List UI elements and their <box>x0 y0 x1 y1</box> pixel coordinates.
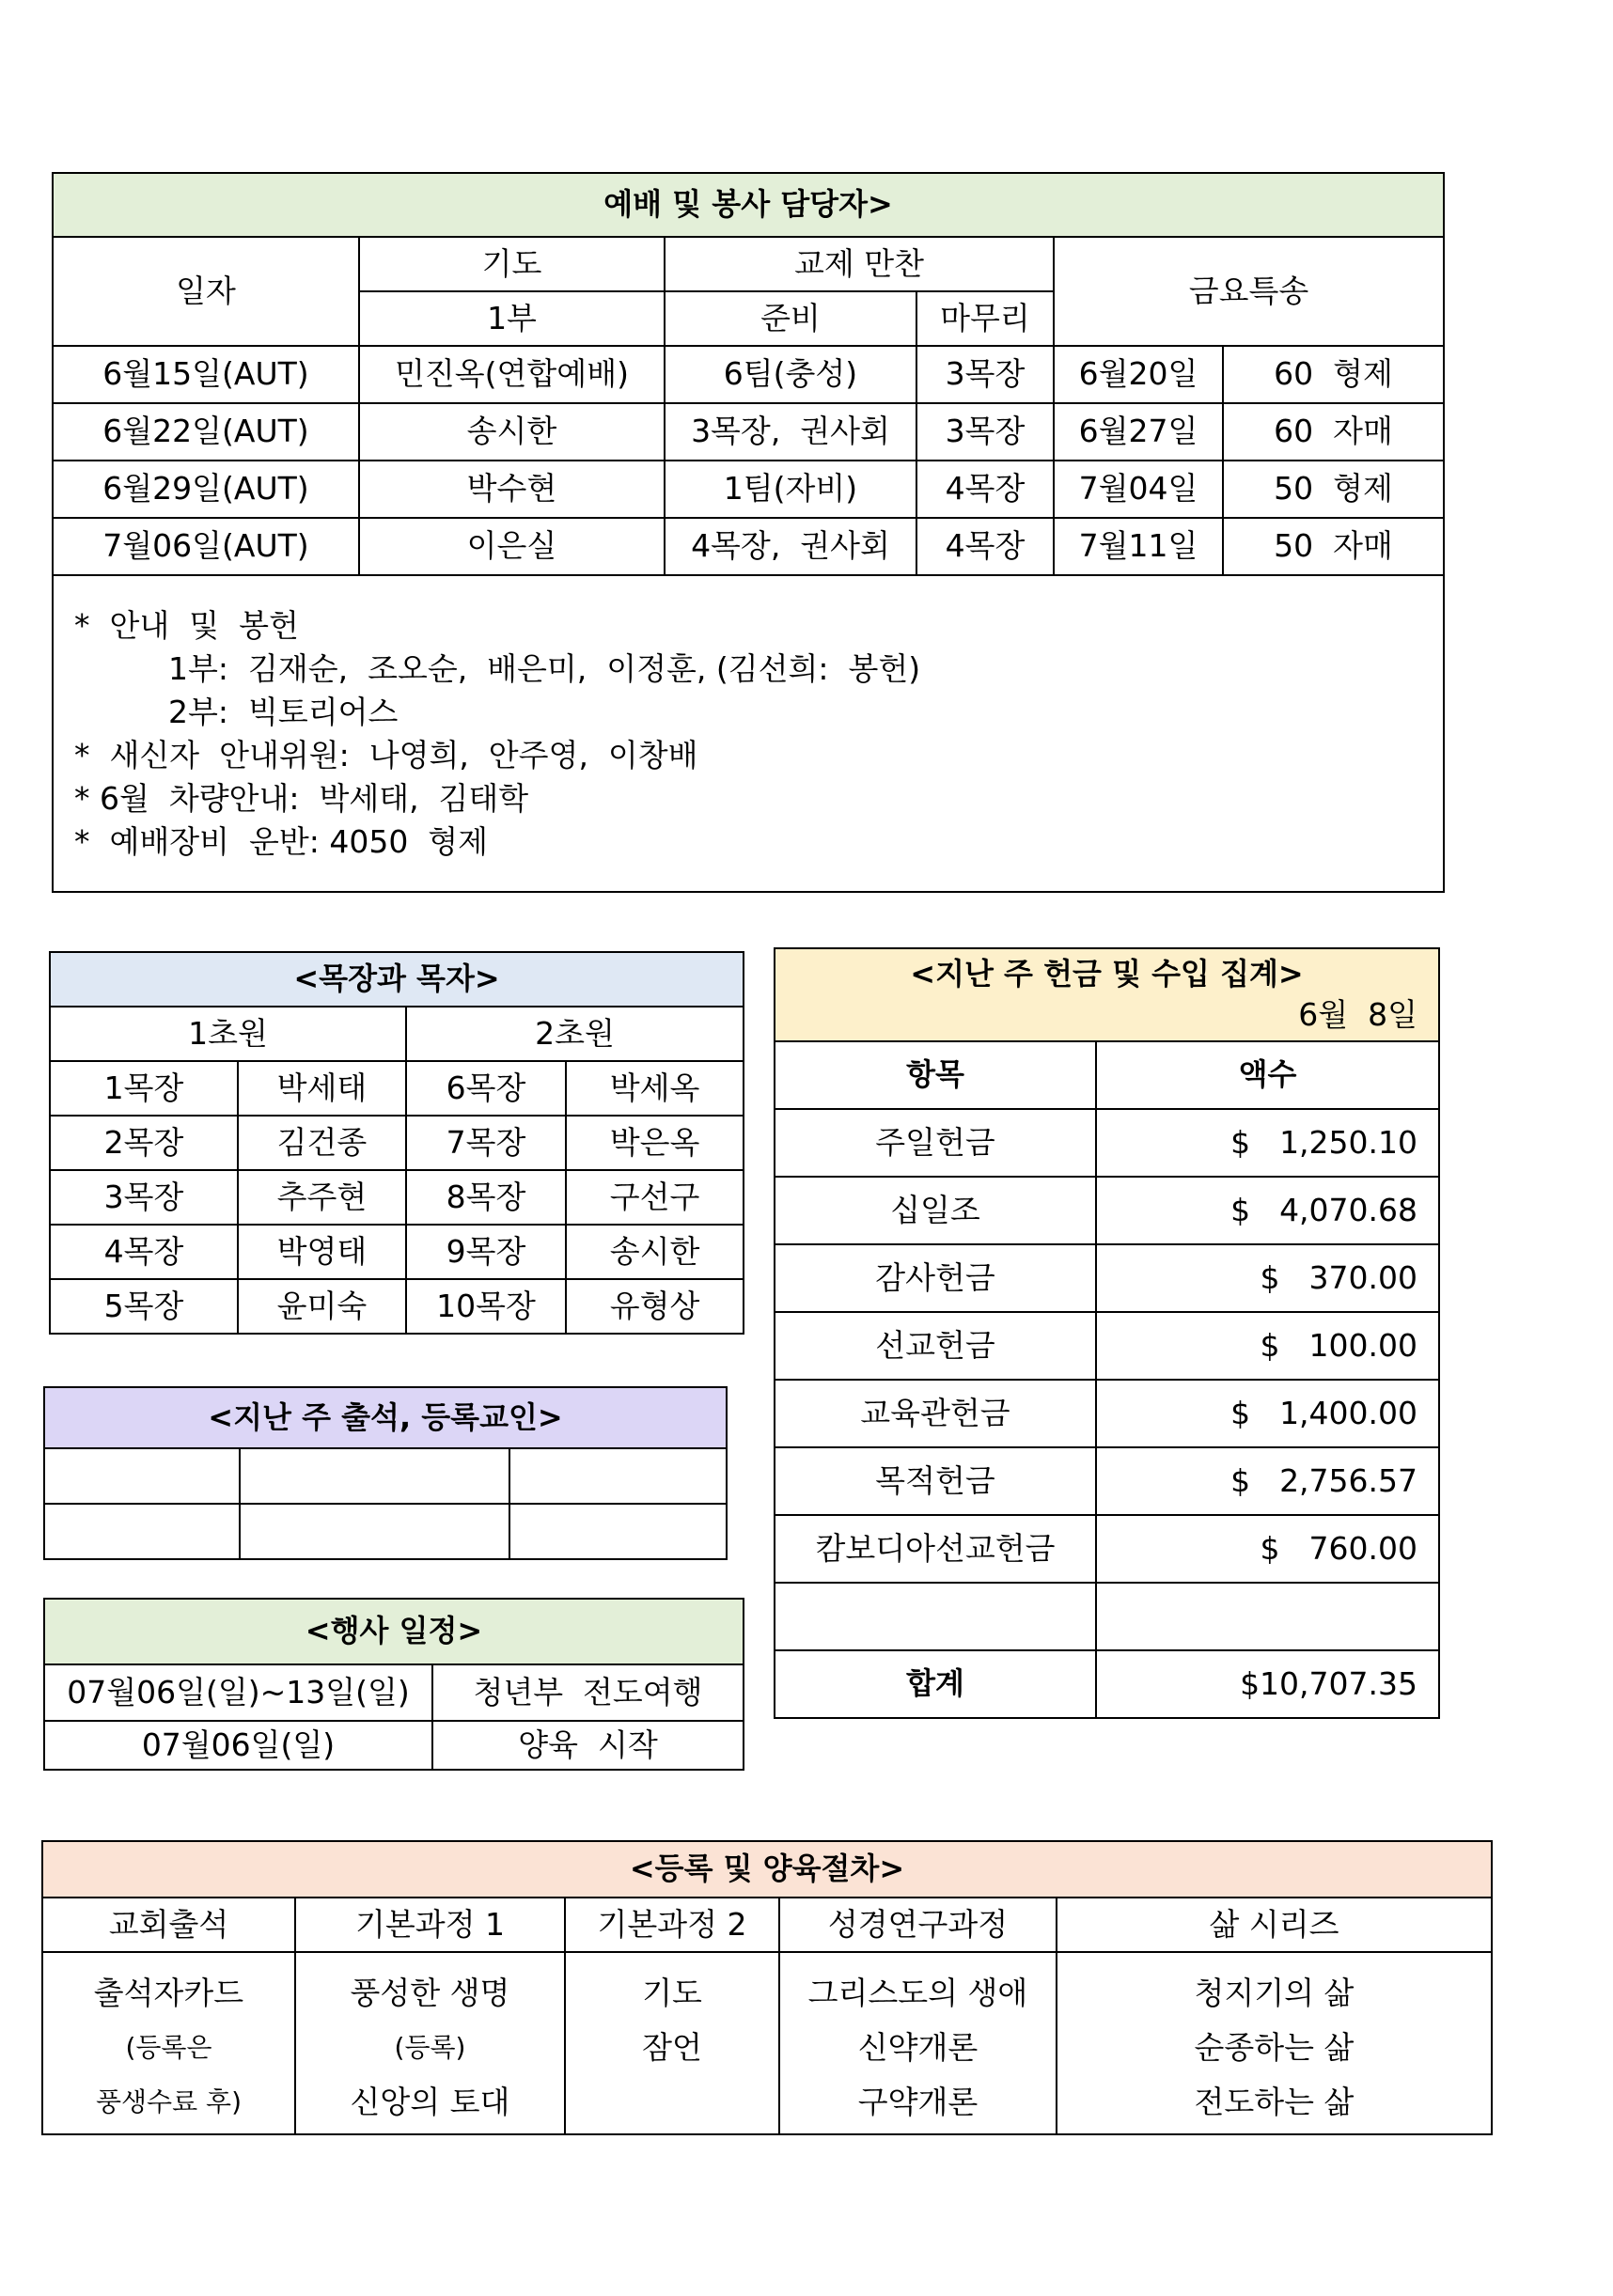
table-row <box>44 1448 727 1504</box>
header-basic-1: 기본과정 1 <box>295 1898 565 1952</box>
table-row <box>53 346 1444 403</box>
region-2: 2초원 <box>406 1007 744 1061</box>
discipleship-table <box>41 1840 1493 2135</box>
cell-leader: 박영태 <box>238 1225 406 1279</box>
row-friday-team: 60 자매 <box>1223 403 1444 461</box>
attendance-table <box>43 1386 728 1560</box>
empty-cell <box>44 1448 240 1504</box>
course-line: 전도하는 삶 <box>1194 2084 1355 2120</box>
table-row <box>53 518 1444 575</box>
row-friday-team: 50 형제 <box>1223 461 1444 518</box>
row-friday-team: 50 자매 <box>1223 518 1444 575</box>
cell-leader: 송시한 <box>566 1225 744 1279</box>
row-prep: 6팀(충성) <box>665 346 916 403</box>
table-row <box>775 1109 1439 1177</box>
offering-table-header <box>775 948 1439 1041</box>
empty-cell <box>509 1448 727 1504</box>
empty-cell <box>44 1504 240 1559</box>
region-1: 1초원 <box>50 1007 406 1061</box>
row-prep: 3목장, 권사회 <box>665 403 916 461</box>
amount-value: 370.00 <box>1308 1258 1418 1296</box>
cell-group: 7목장 <box>406 1116 566 1170</box>
cell-group: 9목장 <box>406 1225 566 1279</box>
course-line: 기도 <box>642 1975 702 2011</box>
cell-group: 3목장 <box>50 1170 238 1225</box>
row-friday-date: 6월27일 <box>1054 403 1223 461</box>
currency: $ <box>1260 1326 1280 1364</box>
course-line: (등록) <box>394 2032 466 2063</box>
offering-item: 감사헌금 <box>775 1244 1096 1312</box>
currency: $ <box>1230 1123 1251 1161</box>
course-line: 출석자카드 <box>93 1975 244 2011</box>
note-line: * 새신자 안내위원: 나영희, 안주영, 이창배 <box>74 737 698 773</box>
table-row <box>775 1583 1439 1650</box>
cell-group: 1목장 <box>50 1061 238 1116</box>
offering-date: 6월 8일 <box>1298 995 1418 1033</box>
note-line: * 6월 차량안내: 박세태, 김태학 <box>74 780 529 817</box>
row-cleanup: 3목장 <box>916 403 1054 461</box>
empty-cell <box>509 1504 727 1559</box>
currency: $ <box>1230 1461 1251 1499</box>
offering-amount <box>1096 1447 1439 1515</box>
event-name: 청년부 전도여행 <box>432 1664 744 1721</box>
empty-cell <box>775 1583 1096 1650</box>
events-table-title: <행사 일정> <box>44 1599 744 1664</box>
leaders-table-title: <목장과 목자> <box>50 952 744 1007</box>
table-row <box>50 1279 744 1334</box>
table-row <box>775 1177 1439 1244</box>
table-row <box>775 1380 1439 1447</box>
header-basic-2: 기본과정 2 <box>565 1898 779 1952</box>
table-row <box>50 1061 744 1116</box>
row-friday-team: 60 형제 <box>1223 346 1444 403</box>
offering-amount <box>1096 1515 1439 1583</box>
table-row <box>775 1312 1439 1380</box>
row-date: 6월29일(AUT) <box>53 461 359 518</box>
cell-group: 2목장 <box>50 1116 238 1170</box>
course-line: 풍성한 생명 <box>350 1975 510 2011</box>
course-attendance <box>42 1952 295 2134</box>
cell-leader: 윤미숙 <box>238 1279 406 1334</box>
events-table <box>43 1598 744 1771</box>
attendance-table-title: <지난 주 출석, 등록교인> <box>44 1387 727 1448</box>
row-date: 6월15일(AUT) <box>53 346 359 403</box>
course-line: 구약개론 <box>857 2084 979 2120</box>
course-bible-study <box>779 1952 1057 2134</box>
header-prep: 준비 <box>665 291 916 346</box>
row-cleanup: 4목장 <box>916 518 1054 575</box>
table-row <box>775 1447 1439 1515</box>
amount-value: 1,400.00 <box>1279 1394 1418 1431</box>
row-prep: 4목장, 권사회 <box>665 518 916 575</box>
leaders-table <box>49 951 744 1335</box>
note-line: 1부: 김재순, 조오순, 배은미, 이정훈, (김선희: 봉헌) <box>168 650 921 687</box>
cell-group: 10목장 <box>406 1279 566 1334</box>
row-prayer: 박수현 <box>359 461 665 518</box>
cell-leader: 박은옥 <box>566 1116 744 1170</box>
row-date: 7월06일(AUT) <box>53 518 359 575</box>
row-friday-date: 7월11일 <box>1054 518 1223 575</box>
table-row <box>775 1244 1439 1312</box>
header-prayer-sub: 1부 <box>359 291 665 346</box>
course-line: 풍생수료 후) <box>95 2086 243 2117</box>
amount-value: 100.00 <box>1308 1326 1418 1364</box>
offering-amount <box>1096 1380 1439 1447</box>
table-row <box>50 1170 744 1225</box>
currency: $ <box>1260 1258 1280 1296</box>
offering-item: 캄보디아선교헌금 <box>775 1515 1096 1583</box>
col-item: 항목 <box>775 1041 1096 1109</box>
cell-group: 4목장 <box>50 1225 238 1279</box>
note-line: * 안내 및 봉헌 <box>74 607 299 644</box>
offering-amount <box>1096 1177 1439 1244</box>
header-bible-study: 성경연구과정 <box>779 1898 1057 1952</box>
course-line: 잠언 <box>642 2029 702 2066</box>
amount-value: 2,756.57 <box>1279 1461 1418 1499</box>
table-row <box>50 1225 744 1279</box>
total-label: 합계 <box>775 1650 1096 1718</box>
row-prep: 1팀(자비) <box>665 461 916 518</box>
cell-leader: 박세태 <box>238 1061 406 1116</box>
row-cleanup: 3목장 <box>916 346 1054 403</box>
amount-value: 4,070.68 <box>1279 1191 1418 1228</box>
discipleship-table-title: <등록 및 양육절차> <box>42 1841 1492 1898</box>
row-date: 6월22일(AUT) <box>53 403 359 461</box>
header-date: 일자 <box>53 237 359 346</box>
offering-item: 십일조 <box>775 1177 1096 1244</box>
cell-group: 6목장 <box>406 1061 566 1116</box>
row-friday-date: 6월20일 <box>1054 346 1223 403</box>
amount-value: 1,250.10 <box>1279 1123 1418 1161</box>
cell-leader: 박세옥 <box>566 1061 744 1116</box>
header-prayer: 기도 <box>359 237 665 291</box>
offering-amount <box>1096 1109 1439 1177</box>
course-line: 그리스도의 생애 <box>807 1975 1028 2011</box>
course-basic-2 <box>565 1952 779 2134</box>
total-amount: $10,707.35 <box>1096 1650 1439 1718</box>
course-basic-1 <box>295 1952 565 2134</box>
currency: $ <box>1230 1191 1251 1228</box>
table-row <box>775 1515 1439 1583</box>
event-name: 양육 시작 <box>432 1721 744 1770</box>
offering-table <box>774 947 1440 1719</box>
cell-leader: 유형상 <box>566 1279 744 1334</box>
note-line: 2부: 빅토리어스 <box>168 694 399 730</box>
offering-table-title: <지난 주 헌금 및 수입 집계> <box>910 955 1304 992</box>
offering-item: 교육관헌금 <box>775 1380 1096 1447</box>
header-attendance: 교회출석 <box>42 1898 295 1952</box>
amount-value: 760.00 <box>1308 1529 1418 1567</box>
row-prayer: 민진옥(연합예배) <box>359 346 665 403</box>
row-prayer: 이은실 <box>359 518 665 575</box>
worship-service-table <box>52 172 1445 893</box>
cell-leader: 구선구 <box>566 1170 744 1225</box>
col-amount: 액수 <box>1096 1041 1439 1109</box>
cell-group: 8목장 <box>406 1170 566 1225</box>
note-line: * 예배장비 운반: 4050 형제 <box>74 823 489 860</box>
cell-leader: 추주현 <box>238 1170 406 1225</box>
course-line: 신약개론 <box>857 2029 979 2066</box>
row-prayer: 송시한 <box>359 403 665 461</box>
header-friday: 금요특송 <box>1054 237 1444 346</box>
offering-item: 목적헌금 <box>775 1447 1096 1515</box>
event-date: 07월06일(일) <box>44 1721 432 1770</box>
offering-item: 주일헌금 <box>775 1109 1096 1177</box>
cell-group: 5목장 <box>50 1279 238 1334</box>
table-row <box>44 1504 727 1559</box>
course-line: (등록은 <box>125 2032 212 2063</box>
table-row <box>44 1664 744 1721</box>
row-friday-date: 7월04일 <box>1054 461 1223 518</box>
table-row <box>53 403 1444 461</box>
empty-cell <box>240 1448 509 1504</box>
empty-cell <box>240 1504 509 1559</box>
course-life-series <box>1057 1952 1492 2134</box>
table-row <box>44 1721 744 1770</box>
course-line: 신앙의 토대 <box>350 2084 510 2120</box>
worship-table-title: 예배 및 봉사 담당자> <box>53 173 1444 237</box>
event-date: 07월06일(일)~13일(일) <box>44 1664 432 1721</box>
header-cleanup: 마무리 <box>916 291 1054 346</box>
offering-amount <box>1096 1312 1439 1380</box>
header-life-series: 삶 시리즈 <box>1057 1898 1492 1952</box>
service-notes <box>53 575 1444 892</box>
table-row <box>53 461 1444 518</box>
offering-item: 선교헌금 <box>775 1312 1096 1380</box>
currency: $ <box>1230 1394 1251 1431</box>
currency: $ <box>1260 1529 1280 1567</box>
header-fellowship: 교제 만찬 <box>665 237 1054 291</box>
course-line: 청지기의 삶 <box>1194 1975 1355 2011</box>
empty-cell <box>1096 1583 1439 1650</box>
total-row <box>775 1650 1439 1718</box>
course-line: 순종하는 삶 <box>1194 2029 1355 2066</box>
offering-amount <box>1096 1244 1439 1312</box>
table-row <box>50 1116 744 1170</box>
cell-leader: 김건종 <box>238 1116 406 1170</box>
row-cleanup: 4목장 <box>916 461 1054 518</box>
